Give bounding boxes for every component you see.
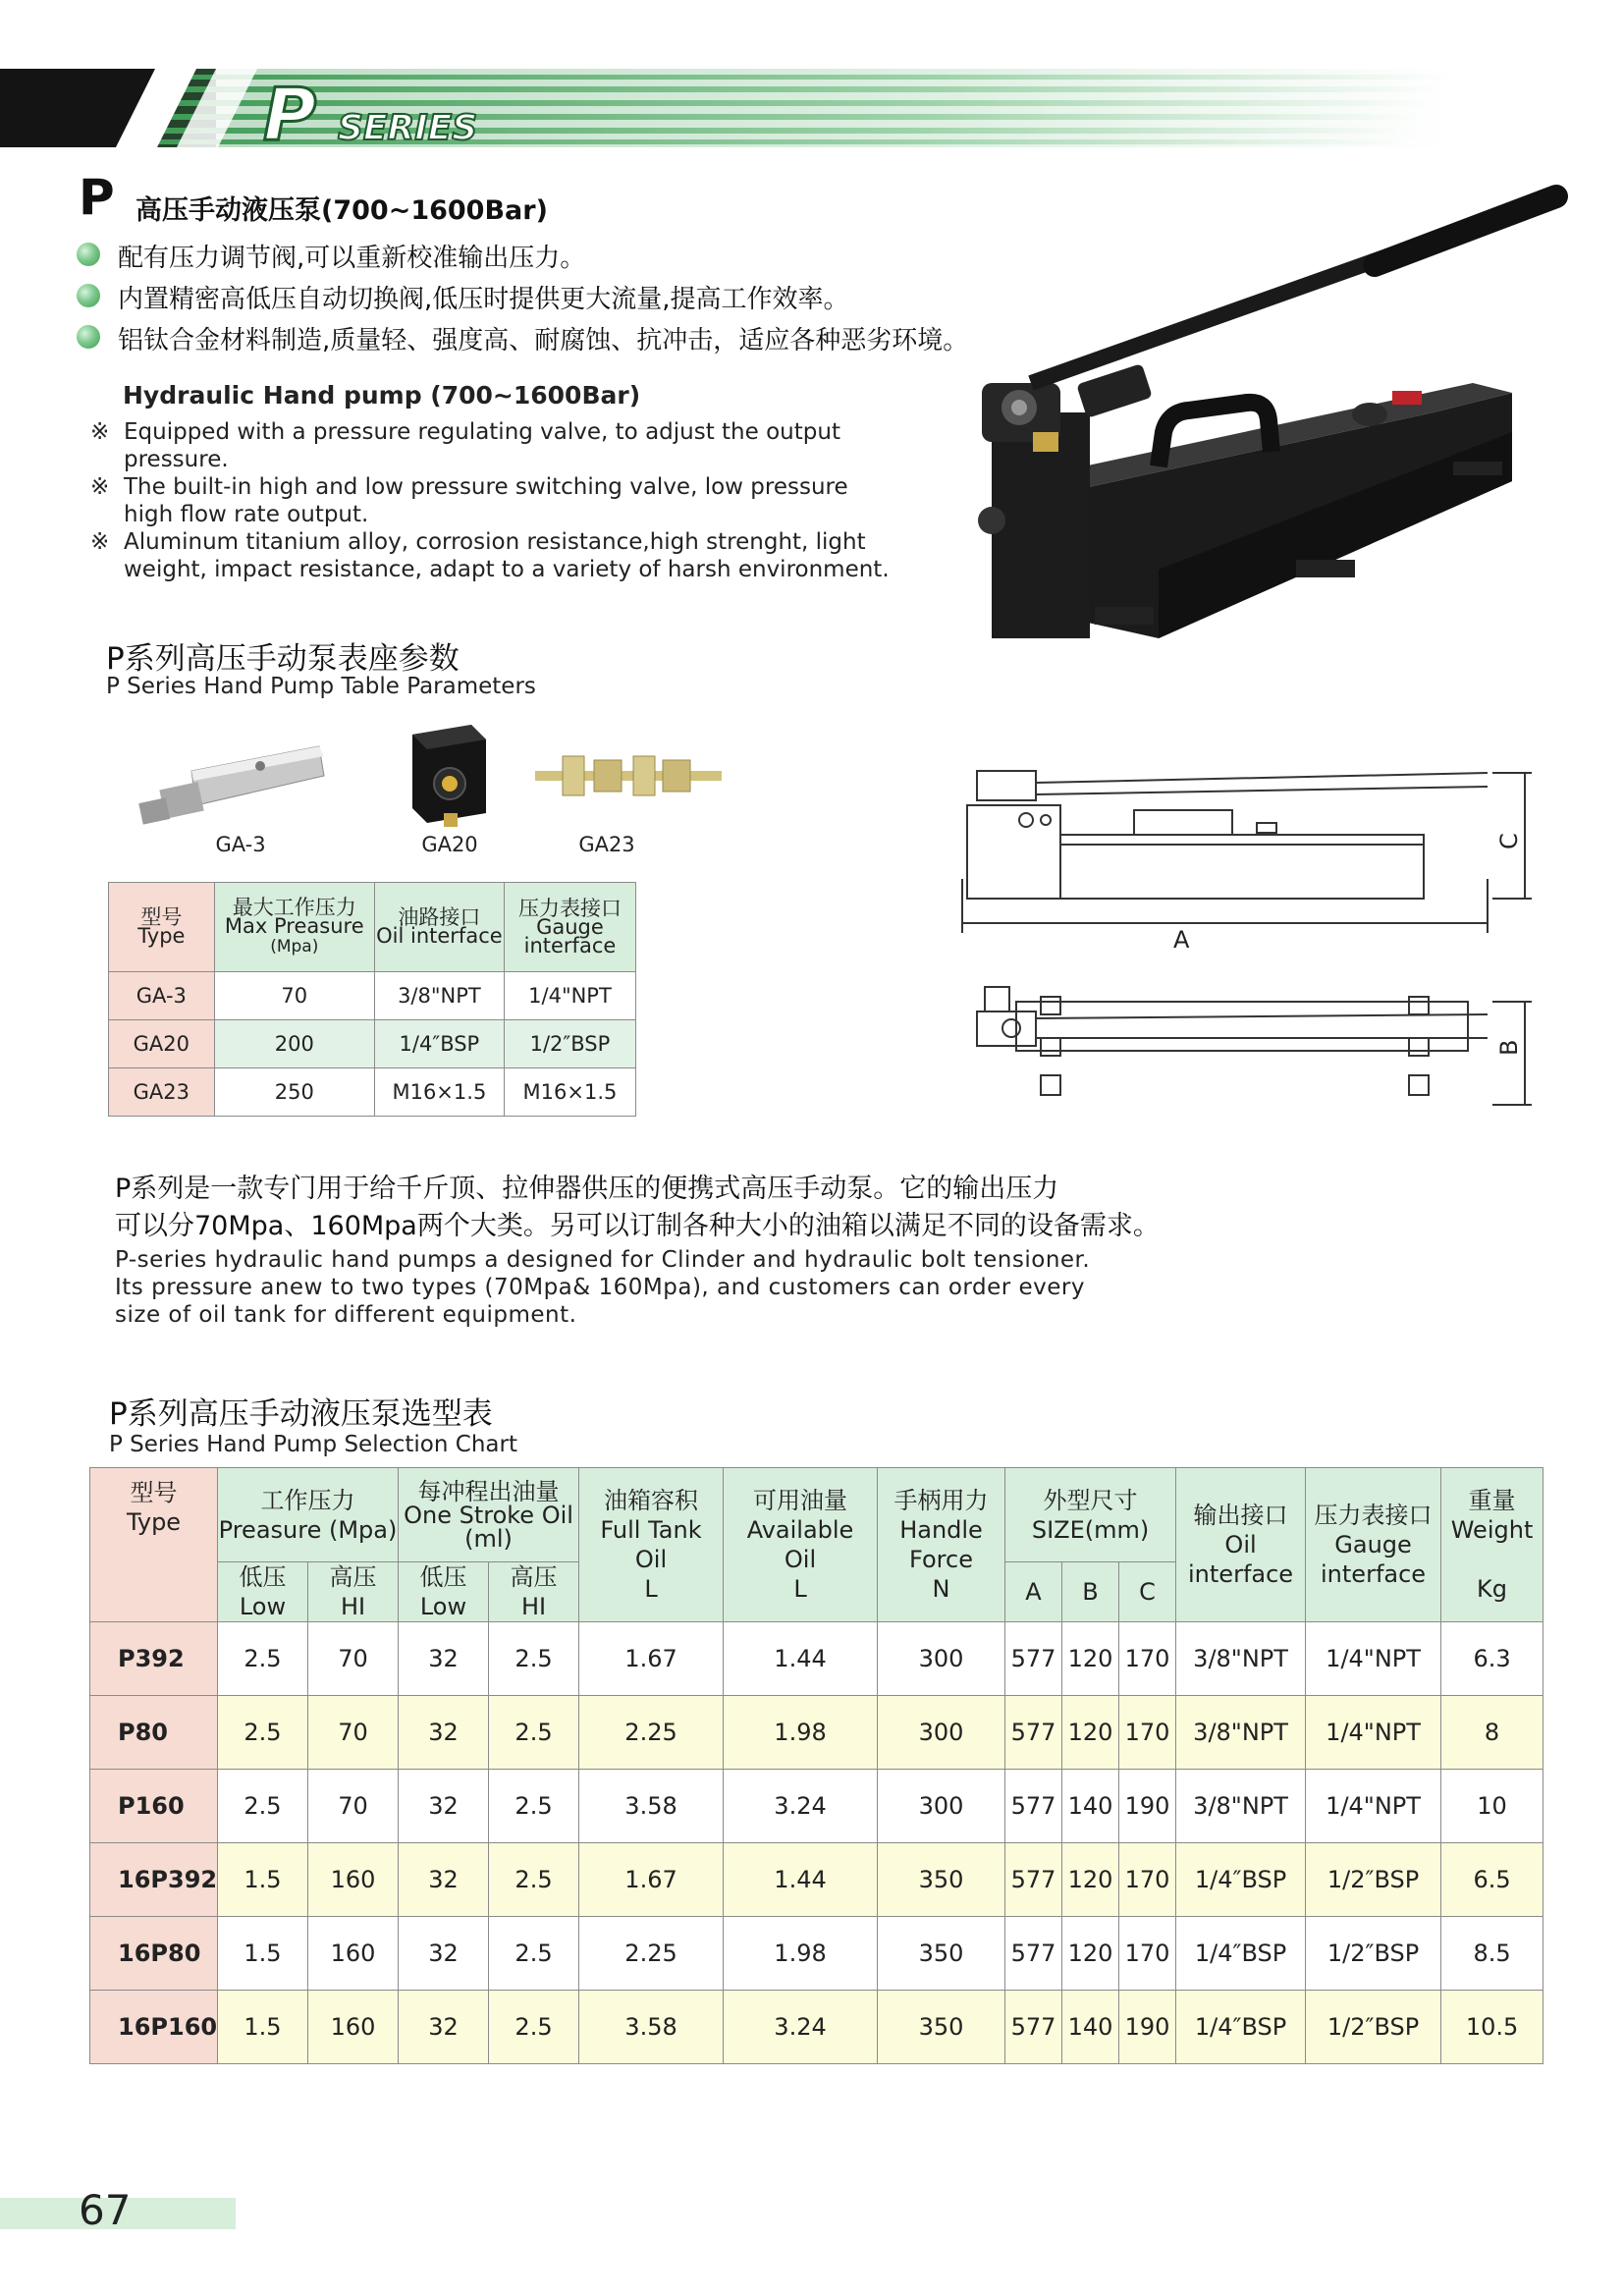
feature-zh: 铝钛合金材料制造,质量轻、强度高、耐腐蚀、抗冲击，适应各种恶劣环境。: [118, 326, 969, 355]
series-banner: [0, 69, 1624, 157]
table-cell: 1.67: [579, 1622, 724, 1696]
table-cell: 2.25: [579, 1917, 724, 1991]
part-ga23-image: [535, 746, 722, 805]
model-cell: P160: [90, 1770, 218, 1843]
table-cell: 2.5: [489, 1991, 579, 2064]
table-row: [90, 1843, 1543, 1917]
table-cell: 170: [1119, 1917, 1176, 1991]
table-row: [90, 1991, 1543, 2064]
product-title-en: Hydraulic Hand pump (700~1600Bar): [123, 381, 641, 410]
model-cell: P80: [90, 1696, 218, 1770]
subheader-size-c: C: [1119, 1562, 1176, 1622]
table-cell: 1/2″BSP: [1306, 1843, 1441, 1917]
selection-table: [89, 1467, 1543, 2064]
description-en: P-series hydraulic hand pumps a designed for Clinder and hydraulic bolt tensioner.: [115, 1247, 1091, 1273]
table-cell: 577: [1005, 1770, 1062, 1843]
model-cell: P392: [90, 1622, 218, 1696]
selection-heading-zh: P系列高压手动液压泵选型表: [109, 1396, 493, 1432]
table-cell: 2.5: [218, 1622, 308, 1696]
table-cell: 32: [399, 1843, 489, 1917]
table-row: [90, 1696, 1543, 1770]
product-letter: P: [79, 169, 115, 226]
table-cell: 577: [1005, 1917, 1062, 1991]
pump-product-image: [923, 265, 1551, 658]
table-cell: 6.3: [1441, 1622, 1543, 1696]
part-ga20-image: [403, 715, 491, 833]
selection-header-handle: 手柄用力 Handle Force N: [878, 1468, 1005, 1622]
selection-header-stroke: 每冲程出油量 One Stroke Oil (ml): [399, 1468, 579, 1562]
dim-label-a: A: [1173, 926, 1190, 954]
table-cell: 1.44: [724, 1622, 878, 1696]
table-cell: 32: [399, 1917, 489, 1991]
subheader-size-b: B: [1062, 1562, 1119, 1622]
table-cell: 2.5: [218, 1696, 308, 1770]
part-label: GA23: [578, 833, 635, 856]
selection-header-available: 可用油量 Available Oil L: [724, 1468, 878, 1622]
subheader-size-a: A: [1005, 1562, 1062, 1622]
description-zh: 可以分70Mpa、160Mpa两个大类。另可以订制各种大小的油箱以满足不同的设备需求。: [115, 1211, 1160, 1241]
reference-mark-icon: ※: [90, 529, 110, 555]
table-cell: 1.44: [724, 1843, 878, 1917]
table-cell: 2.5: [218, 1770, 308, 1843]
params-header-pressure: 最大工作压力 Max Preasure (Mpa): [214, 883, 374, 972]
table-cell: 70: [308, 1696, 399, 1770]
table-cell: 1/4″BSP: [1176, 1843, 1306, 1917]
table-cell: 140: [1062, 1991, 1119, 2064]
params-header-type: 型号 Type: [109, 883, 215, 972]
selection-header-row: [90, 1468, 1543, 1562]
table-row: [90, 1917, 1543, 1991]
model-cell: 16P392: [90, 1843, 218, 1917]
table-cell: 32: [399, 1770, 489, 1843]
table-cell: 10.5: [1441, 1991, 1543, 2064]
model-cell: 16P160: [90, 1991, 218, 2064]
table-cell: 300: [878, 1770, 1005, 1843]
table-cell: 2.5: [489, 1696, 579, 1770]
table-cell: 1/2″BSP: [1306, 1917, 1441, 1991]
table-cell: 170: [1119, 1696, 1176, 1770]
table-row: GA-3 70 3/8"NPT 1/4"NPT: [109, 972, 636, 1020]
reference-mark-icon: ※: [90, 474, 110, 500]
feature-zh: 配有压力调节阀,可以重新校准输出压力。: [118, 244, 586, 273]
table-row: [90, 1622, 1543, 1696]
table-cell: 3.24: [724, 1770, 878, 1843]
table-cell: 577: [1005, 1843, 1062, 1917]
table-cell: 190: [1119, 1991, 1176, 2064]
subheader-low: 低压 Low: [399, 1562, 489, 1622]
dim-label-c: C: [1495, 833, 1523, 849]
table-cell: 577: [1005, 1991, 1062, 2064]
subheader-hi: 高压 HI: [489, 1562, 579, 1622]
table-cell: 6.5: [1441, 1843, 1543, 1917]
model-cell: 16P80: [90, 1917, 218, 1991]
selection-header-size: 外型尺寸 SIZE(mm): [1005, 1468, 1176, 1562]
table-cell: 8.5: [1441, 1917, 1543, 1991]
table-cell: 2.5: [489, 1917, 579, 1991]
table-cell: 3.58: [579, 1991, 724, 2064]
feature-zh: 内置精密高低压自动切换阀,低压时提供更大流量,提高工作效率。: [118, 285, 849, 314]
table-cell: 300: [878, 1622, 1005, 1696]
table-cell: 1.98: [724, 1917, 878, 1991]
params-heading-en: P Series Hand Pump Table Parameters: [106, 674, 536, 699]
table-cell: 1.5: [218, 1917, 308, 1991]
table-cell: 3/8"NPT: [1176, 1696, 1306, 1770]
bullet-icon: [77, 243, 100, 266]
table-cell: 1/4"NPT: [1306, 1622, 1441, 1696]
selection-header-pressure: 工作压力 Preasure (Mpa): [218, 1468, 399, 1562]
table-cell: 120: [1062, 1622, 1119, 1696]
table-cell: 120: [1062, 1696, 1119, 1770]
params-header-row: [109, 883, 636, 972]
table-cell: 160: [308, 1991, 399, 2064]
description-en: size of oil tank for different equipment.: [115, 1302, 577, 1328]
params-header-oil-interface: 油路接口 Oil interface: [374, 883, 504, 972]
table-cell: 160: [308, 1843, 399, 1917]
table-cell: 1.67: [579, 1843, 724, 1917]
subheader-low: 低压 Low: [218, 1562, 308, 1622]
table-cell: 70: [308, 1622, 399, 1696]
table-cell: 300: [878, 1696, 1005, 1770]
table-cell: 577: [1005, 1696, 1062, 1770]
table-cell: 32: [399, 1696, 489, 1770]
table-cell: 1.98: [724, 1696, 878, 1770]
table-cell: 190: [1119, 1770, 1176, 1843]
table-cell: 3.58: [579, 1770, 724, 1843]
bullet-icon: [77, 325, 100, 349]
table-cell: 1.5: [218, 1843, 308, 1917]
banner-series-word: SERIES: [338, 108, 478, 148]
table-cell: 1/4″BSP: [1176, 1917, 1306, 1991]
banner-series-letter: P: [263, 73, 317, 157]
table-cell: 170: [1119, 1622, 1176, 1696]
table-cell: 10: [1441, 1770, 1543, 1843]
table-cell: 1/4″BSP: [1176, 1991, 1306, 2064]
description-zh: P系列是一款专门用于给千斤顶、拉伸器供压的便携式高压手动泵。它的输出压力: [115, 1174, 1059, 1204]
table-cell: 70: [308, 1770, 399, 1843]
table-cell: 140: [1062, 1770, 1119, 1843]
table-cell: 1/2″BSP: [1306, 1991, 1441, 2064]
table-cell: 8: [1441, 1696, 1543, 1770]
subheader-hi: 高压 HI: [308, 1562, 399, 1622]
selection-header-oil-interface: 输出接口 Oil interface: [1176, 1468, 1306, 1622]
product-title-zh: 高压手动液压泵(700~1600Bar): [135, 195, 548, 226]
selection-header-weight: 重量 Weight Kg: [1441, 1468, 1543, 1622]
dimension-diagram: [957, 761, 1523, 1115]
selection-header-full-tank: 油箱容积 Full Tank Oil L: [579, 1468, 724, 1622]
table-cell: 2.5: [489, 1622, 579, 1696]
params-heading-zh: P系列高压手动泵表座参数: [106, 641, 460, 677]
table-cell: 120: [1062, 1917, 1119, 1991]
table-cell: 3/8"NPT: [1176, 1622, 1306, 1696]
table-row: GA20 200 1/4″BSP 1/2″BSP: [109, 1020, 636, 1068]
bullet-icon: [77, 284, 100, 307]
part-label: GA-3: [215, 833, 266, 856]
selection-header-type: 型号 Type: [90, 1468, 218, 1622]
table-cell: 3.24: [724, 1991, 878, 2064]
reference-mark-icon: ※: [90, 419, 110, 445]
table-row: GA23 250 M16×1.5 M16×1.5: [109, 1068, 636, 1117]
description-en: Its pressure anew to two types (70Mpa& 160Mpa), and customers can order every: [115, 1275, 1085, 1300]
params-table: [108, 882, 636, 1117]
selection-header-gauge-interface: 压力表接口 Gauge interface: [1306, 1468, 1441, 1622]
table-cell: 350: [878, 1917, 1005, 1991]
params-header-gauge-interface: 压力表接口 Gauge interface: [504, 883, 635, 972]
part-ga3-image: [133, 732, 329, 830]
table-cell: 1.5: [218, 1991, 308, 2064]
page-number: 67: [79, 2186, 132, 2234]
table-cell: 160: [308, 1917, 399, 1991]
table-row: [90, 1770, 1543, 1843]
dim-label-b: B: [1495, 1039, 1523, 1056]
table-cell: 2.5: [489, 1770, 579, 1843]
table-cell: 170: [1119, 1843, 1176, 1917]
selection-heading-en: P Series Hand Pump Selection Chart: [109, 1432, 517, 1457]
table-cell: 2.25: [579, 1696, 724, 1770]
table-cell: 350: [878, 1843, 1005, 1917]
table-cell: 32: [399, 1622, 489, 1696]
table-cell: 2.5: [489, 1843, 579, 1917]
part-label: GA20: [421, 833, 478, 856]
table-cell: 3/8"NPT: [1176, 1770, 1306, 1843]
table-cell: 577: [1005, 1622, 1062, 1696]
table-cell: 350: [878, 1991, 1005, 2064]
table-cell: 120: [1062, 1843, 1119, 1917]
table-cell: 32: [399, 1991, 489, 2064]
table-cell: 1/4"NPT: [1306, 1770, 1441, 1843]
table-cell: 1/4"NPT: [1306, 1696, 1441, 1770]
